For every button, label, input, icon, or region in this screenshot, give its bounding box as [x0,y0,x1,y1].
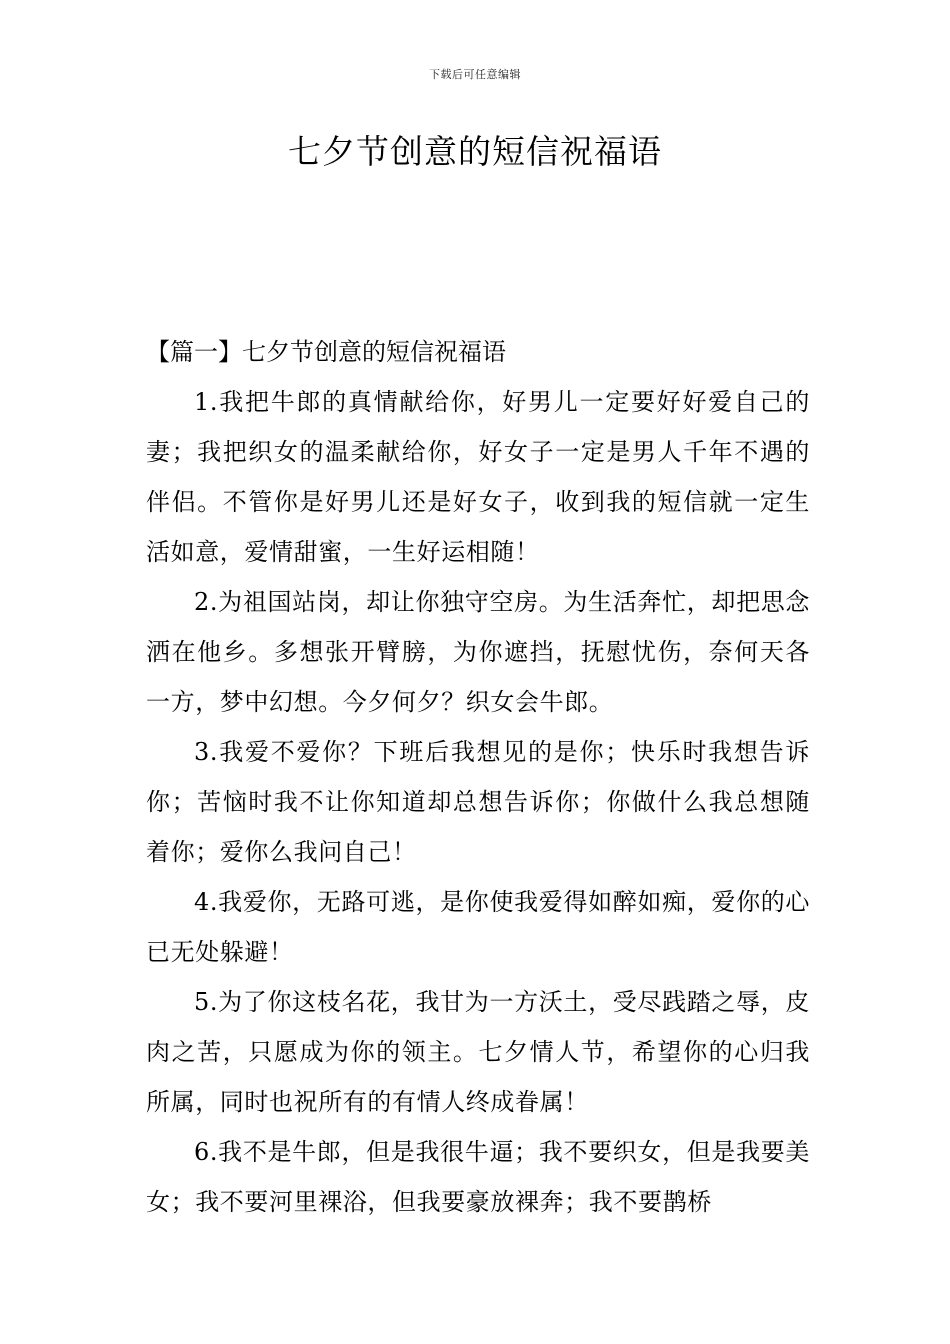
paragraph-2: 2.为祖国站岗，却让你独守空房。为生活奔忙，却把思念洒在他乡。多想张开臂膀，为你遮挡，抚慰忧伤，奈何天各一方，梦中幻想。今夕何夕？织女会牛郎。 [146,588,810,716]
paragraph-4: 4.我爱你，无路可逃，是你使我爱得如醉如痴，爱你的心已无处躲避！ [146,888,810,966]
header-note: 下载后可任意编辑 [429,68,521,81]
document-body [146,327,810,1227]
section-title: 【篇一】七夕节创意的短信祝福语 [146,338,506,366]
paragraph-3: 3.我爱不爱你？下班后我想见的是你；快乐时我想告诉你；苦恼时我不让你知道却总想告诉你；你做什么我总想随着你；爱你么我问自己！ [146,738,810,866]
paragraph-5: 5.为了你这枝名花，我甘为一方沃土，受尽践踏之辱，皮肉之苦，只愿成为你的领主。七夕情人节，希望你的心归我所属，同时也祝所有的有情人终成眷属！ [146,988,810,1116]
document-title: 七夕节创意的短信祝福语 [288,132,662,171]
paragraph-6: 6.我不是牛郎，但是我很牛逼；我不要织女，但是我要美女；我不要河里裸浴，但我要豪放裸奔；我不要鹊桥 [146,1138,810,1216]
paragraph-1: 1.我把牛郎的真情献给你，好男儿一定要好好爱自己的妻；我把织女的温柔献给你，好女子一定是男人千年不遇的伴侣。不管你是好男儿还是好女子，收到我的短信就一定生活如意，爱情甜蜜，一生好运相随！ [146,388,810,566]
